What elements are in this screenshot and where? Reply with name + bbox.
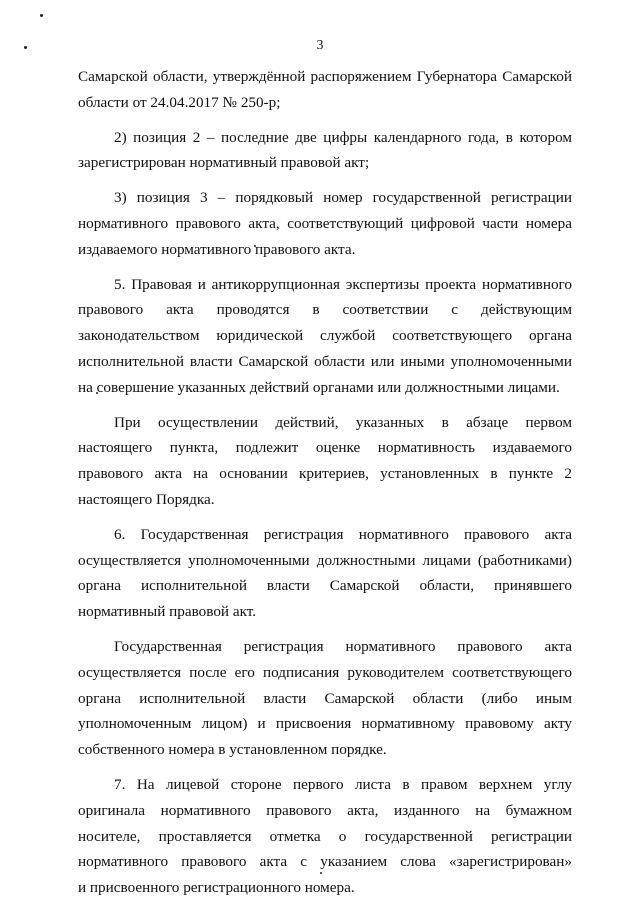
- text-line: 5. Правовая и антикоррупционная экспертизы проекта нормативного: [114, 275, 572, 293]
- page-number: 3: [316, 38, 324, 53]
- paragraph: [78, 125, 572, 177]
- text-line: области от 24.04.2017 № 250-р;: [78, 93, 281, 111]
- text-line: зарегистрирован нормативный правовой акт;: [78, 154, 370, 172]
- text-line: законодательством юридической службой соответствующего органа: [78, 327, 572, 345]
- text-line: оригинала нормативного правового акта, изданного на бумажном: [78, 801, 572, 819]
- text-line: и присвоенного регистрационного номера.: [78, 879, 355, 897]
- text-line: издаваемого нормативного правового акта.: [78, 240, 356, 258]
- text-line: правового акта на основании критериев, установленных в пункте 2: [78, 465, 572, 483]
- paragraph: [78, 634, 572, 763]
- text-line: При осуществлении действий, указанных в абзаце первом: [114, 413, 572, 431]
- text-line: 6. Государственная регистрация нормативного правового акта: [114, 525, 572, 543]
- text-line: собственного номера в установленном порядке.: [78, 741, 387, 759]
- text-line: 2) позиция 2 – последние две цифры календарного года, в котором: [114, 128, 572, 146]
- text-line: уполномоченным лицом) и присвоения нормативному правовому акту: [78, 715, 572, 733]
- text-line: органа исполнительной власти Самарской области, принявшего: [78, 577, 572, 595]
- paragraph: [78, 522, 572, 625]
- text-line: на совершение указанных действий органами или должностными лицами.: [78, 378, 560, 396]
- paragraph: [78, 272, 572, 401]
- text-line: носителе, проставляется отметка о государственной регистрации: [78, 827, 572, 845]
- paragraph: [78, 185, 572, 262]
- text-line: настоящего пункта, подлежит оценке нормативность издаваемого: [78, 439, 572, 457]
- text-line: Самарской области, утверждённой распоряжением Губернатора Самарской: [78, 68, 572, 85]
- paragraph: [78, 772, 572, 901]
- document-body: [78, 64, 572, 901]
- text-line: органа исполнительной власти Самарской области (либо иным: [78, 689, 572, 707]
- text-line: нормативного правового акта, соответствующий цифровой части номера: [78, 214, 572, 232]
- scan-speck: [24, 46, 27, 49]
- scan-speck: [40, 14, 43, 17]
- text-line: нормативного правового акта с указанием слова «зарегистрирован»: [78, 853, 572, 871]
- paragraph: [78, 64, 572, 116]
- text-line: осуществляется уполномоченными должностными лицами (работниками): [78, 551, 572, 569]
- paragraph: [78, 410, 572, 513]
- text-line: Государственная регистрация нормативного правового акта: [114, 637, 572, 655]
- text-line: настоящего Порядка.: [78, 490, 215, 508]
- text-line: осуществляется после его подписания руководителем соответствующего: [78, 663, 572, 681]
- text-line: 3) позиция 3 – порядковый номер государственной регистрации: [114, 189, 572, 207]
- text-line: правового акта проводятся в соответствии с действующим: [78, 301, 572, 319]
- text-line: исполнительной власти Самарской области или иными уполномоченными: [78, 352, 572, 370]
- text-line: 7. На лицевой стороне первого листа в правом верхнем углу: [114, 775, 572, 793]
- text-line: нормативный правовой акт.: [78, 603, 257, 621]
